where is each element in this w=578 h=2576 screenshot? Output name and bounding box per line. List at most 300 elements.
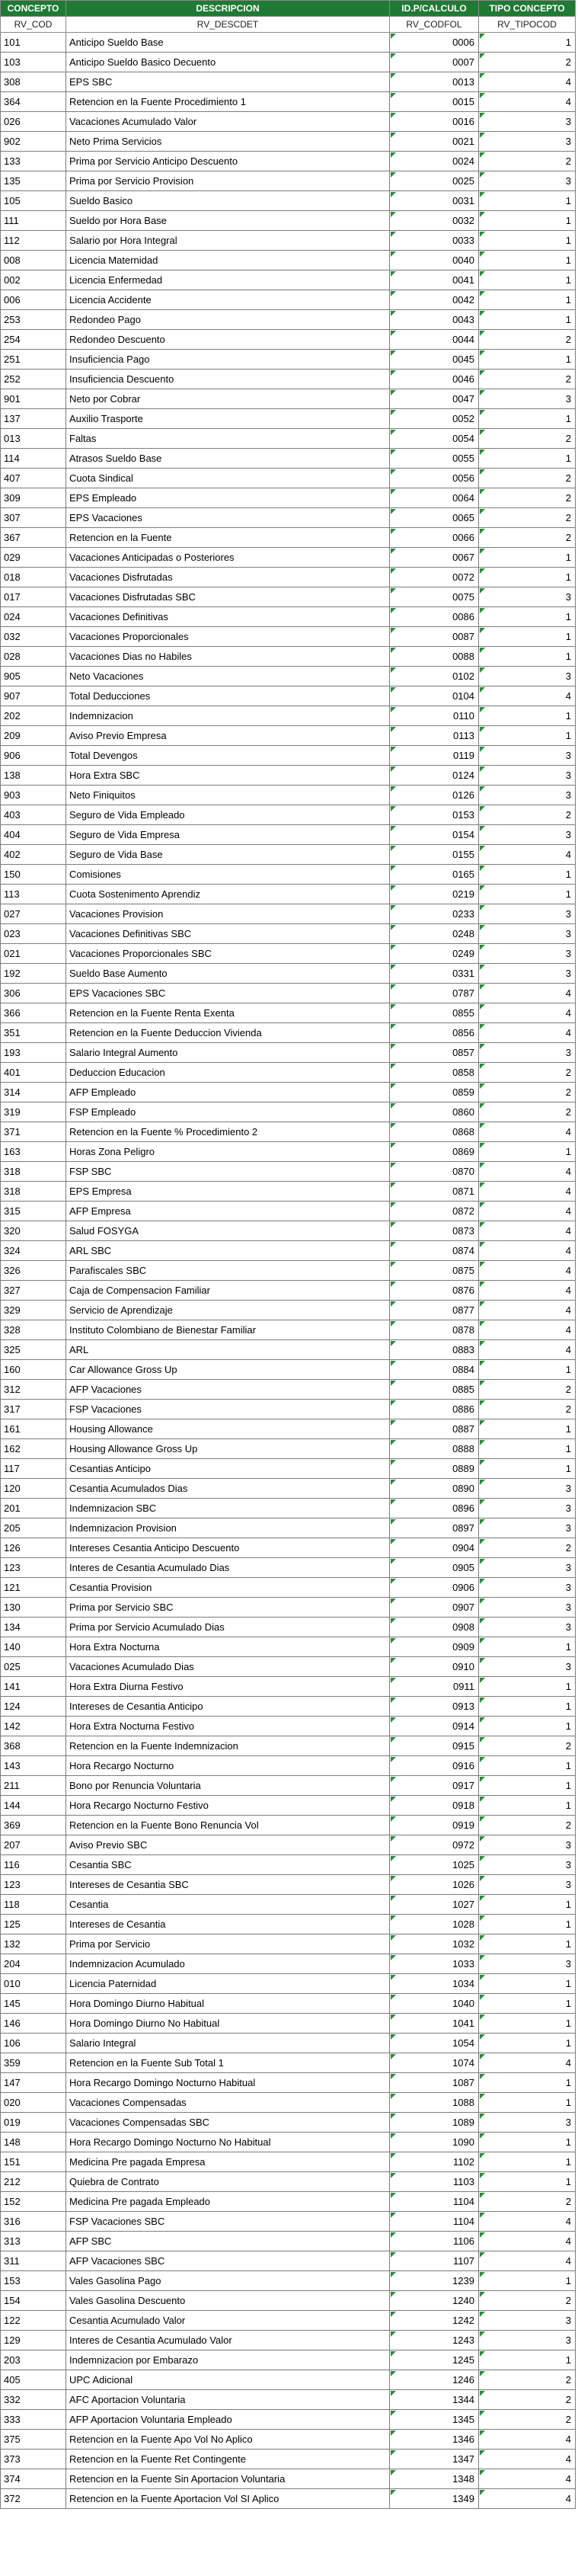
cell-descripcion[interactable]: Interes de Cesantia Acumulado Valor xyxy=(66,2331,390,2350)
cell-descripcion[interactable]: Comisiones xyxy=(66,865,390,885)
cell-descripcion[interactable]: Seguro de Vida Empleado xyxy=(66,805,390,825)
cell-calculo[interactable]: 1025 xyxy=(390,1855,479,1875)
cell-calculo[interactable]: 0886 xyxy=(390,1400,479,1419)
cell-calculo[interactable]: 0917 xyxy=(390,1776,479,1796)
cell-descripcion[interactable]: Anticipo Sueldo Base xyxy=(66,33,390,53)
cell-tipo[interactable]: 4 xyxy=(479,2430,576,2450)
cell-calculo[interactable]: 0875 xyxy=(390,1261,479,1281)
cell-tipo[interactable]: 1 xyxy=(479,211,576,231)
cell-tipo[interactable]: 2 xyxy=(479,508,576,528)
cell-descripcion[interactable]: AFP Empleado xyxy=(66,1083,390,1102)
cell-descripcion[interactable]: Cesantias Anticipo xyxy=(66,1459,390,1479)
cell-descripcion[interactable]: Retencion en la Fuente Apo Vol No Aplico xyxy=(66,2430,390,2450)
cell-concepto[interactable]: 201 xyxy=(1,1499,66,1518)
cell-tipo[interactable]: 4 xyxy=(479,686,576,706)
cell-descripcion[interactable]: Cesantia SBC xyxy=(66,1855,390,1875)
cell-descripcion[interactable]: Retencion en la Fuente xyxy=(66,528,390,548)
cell-descripcion[interactable]: Indemnizacion SBC xyxy=(66,1499,390,1518)
cell-descripcion[interactable]: FSP Vacaciones SBC xyxy=(66,2212,390,2232)
cell-calculo[interactable]: 0064 xyxy=(390,488,479,508)
cell-concepto[interactable]: 318 xyxy=(1,1162,66,1182)
cell-concepto[interactable]: 405 xyxy=(1,2370,66,2390)
cell-tipo[interactable]: 1 xyxy=(479,350,576,370)
cell-descripcion[interactable]: Vales Gasolina Descuento xyxy=(66,2291,390,2311)
cell-concepto[interactable]: 013 xyxy=(1,429,66,449)
cell-calculo[interactable]: 0153 xyxy=(390,805,479,825)
cell-concepto[interactable]: 121 xyxy=(1,1578,66,1598)
cell-calculo[interactable]: 0155 xyxy=(390,845,479,865)
cell-concepto[interactable]: 137 xyxy=(1,409,66,429)
cell-calculo[interactable]: 1033 xyxy=(390,1954,479,1974)
cell-concepto[interactable]: 002 xyxy=(1,270,66,290)
cell-tipo[interactable]: 1 xyxy=(479,2271,576,2291)
cell-tipo[interactable]: 2 xyxy=(479,2390,576,2410)
cell-calculo[interactable]: 0119 xyxy=(390,746,479,766)
cell-descripcion[interactable]: EPS Empleado xyxy=(66,488,390,508)
cell-concepto[interactable]: 367 xyxy=(1,528,66,548)
cell-descripcion[interactable]: Medicina Pre pagada Empleado xyxy=(66,2192,390,2212)
cell-descripcion[interactable]: Intereses de Cesantia SBC xyxy=(66,1875,390,1895)
cell-concepto[interactable]: 130 xyxy=(1,1598,66,1618)
cell-descripcion[interactable]: Indemnizacion Acumulado xyxy=(66,1954,390,1974)
cell-tipo[interactable]: 3 xyxy=(479,964,576,984)
cell-concepto[interactable]: 907 xyxy=(1,686,66,706)
cell-tipo[interactable]: 3 xyxy=(479,1043,576,1063)
cell-concepto[interactable]: 122 xyxy=(1,2311,66,2331)
cell-calculo[interactable]: 0904 xyxy=(390,1538,479,1558)
cell-descripcion[interactable]: Licencia Accidente xyxy=(66,290,390,310)
cell-tipo[interactable]: 3 xyxy=(479,112,576,132)
cell-concepto[interactable]: 028 xyxy=(1,647,66,667)
cell-descripcion[interactable]: Insuficiencia Pago xyxy=(66,350,390,370)
cell-calculo[interactable]: 1041 xyxy=(390,2014,479,2034)
cell-descripcion[interactable]: Intereses de Cesantia Anticipo xyxy=(66,1697,390,1717)
cell-tipo[interactable]: 3 xyxy=(479,1499,576,1518)
cell-concepto[interactable]: 209 xyxy=(1,726,66,746)
cell-descripcion[interactable]: Seguro de Vida Empresa xyxy=(66,825,390,845)
cell-tipo[interactable]: 1 xyxy=(479,1756,576,1776)
cell-descripcion[interactable]: Car Allowance Gross Up xyxy=(66,1360,390,1380)
cell-concepto[interactable]: 116 xyxy=(1,1855,66,1875)
cell-calculo[interactable]: 0045 xyxy=(390,350,479,370)
cell-calculo[interactable]: 0910 xyxy=(390,1657,479,1677)
cell-concepto[interactable]: 359 xyxy=(1,2053,66,2073)
cell-calculo[interactable]: 0042 xyxy=(390,290,479,310)
cell-descripcion[interactable]: EPS Empresa xyxy=(66,1182,390,1202)
cell-descripcion[interactable]: Retencion en la Fuente Deduccion Vivienda xyxy=(66,1023,390,1043)
cell-concepto[interactable]: 316 xyxy=(1,2212,66,2232)
cell-calculo[interactable]: 0086 xyxy=(390,607,479,627)
cell-descripcion[interactable]: Prima por Servicio Provision xyxy=(66,171,390,191)
header-descripcion[interactable]: DESCRIPCION xyxy=(66,1,390,17)
cell-concepto[interactable]: 125 xyxy=(1,1915,66,1934)
cell-calculo[interactable]: 0331 xyxy=(390,964,479,984)
cell-calculo[interactable]: 1087 xyxy=(390,2073,479,2093)
cell-concepto[interactable]: 021 xyxy=(1,944,66,964)
cell-concepto[interactable]: 129 xyxy=(1,2331,66,2350)
cell-tipo[interactable]: 1 xyxy=(479,647,576,667)
cell-descripcion[interactable]: Indemnizacion por Embarazo xyxy=(66,2350,390,2370)
cell-tipo[interactable]: 3 xyxy=(479,825,576,845)
cell-descripcion[interactable]: Hora Extra Nocturna Festivo xyxy=(66,1717,390,1736)
cell-descripcion[interactable]: Servicio de Aprendizaje xyxy=(66,1301,390,1320)
cell-descripcion[interactable]: Neto Vacaciones xyxy=(66,667,390,686)
cell-calculo[interactable]: 0787 xyxy=(390,984,479,1003)
cell-tipo[interactable]: 3 xyxy=(479,944,576,964)
cell-calculo[interactable]: 0919 xyxy=(390,1816,479,1835)
cell-descripcion[interactable]: Redondeo Pago xyxy=(66,310,390,330)
cell-tipo[interactable]: 4 xyxy=(479,984,576,1003)
cell-tipo[interactable]: 4 xyxy=(479,1261,576,1281)
cell-concepto[interactable]: 020 xyxy=(1,2093,66,2113)
cell-concepto[interactable]: 124 xyxy=(1,1697,66,1717)
cell-descripcion[interactable]: Neto Prima Servicios xyxy=(66,132,390,152)
cell-concepto[interactable]: 111 xyxy=(1,211,66,231)
cell-concepto[interactable]: 205 xyxy=(1,1518,66,1538)
cell-concepto[interactable]: 328 xyxy=(1,1320,66,1340)
cell-calculo[interactable]: 1026 xyxy=(390,1875,479,1895)
cell-calculo[interactable]: 1349 xyxy=(390,2489,479,2509)
cell-concepto[interactable]: 141 xyxy=(1,1677,66,1697)
cell-tipo[interactable]: 2 xyxy=(479,1102,576,1122)
cell-tipo[interactable]: 2 xyxy=(479,1380,576,1400)
cell-descripcion[interactable]: Quiebra de Contrato xyxy=(66,2172,390,2192)
header-concepto[interactable]: CONCEPTO xyxy=(1,1,66,17)
cell-concepto[interactable]: 026 xyxy=(1,112,66,132)
cell-calculo[interactable]: 1027 xyxy=(390,1895,479,1915)
cell-calculo[interactable]: 0896 xyxy=(390,1499,479,1518)
cell-concepto[interactable]: 371 xyxy=(1,1122,66,1142)
cell-concepto[interactable]: 253 xyxy=(1,310,66,330)
cell-tipo[interactable]: 2 xyxy=(479,1816,576,1835)
cell-tipo[interactable]: 3 xyxy=(479,1578,576,1598)
cell-concepto[interactable]: 018 xyxy=(1,568,66,587)
cell-tipo[interactable]: 1 xyxy=(479,2034,576,2053)
cell-calculo[interactable]: 0855 xyxy=(390,1003,479,1023)
cell-concepto[interactable]: 402 xyxy=(1,845,66,865)
cell-tipo[interactable]: 1 xyxy=(479,2133,576,2152)
cell-tipo[interactable]: 2 xyxy=(479,469,576,488)
cell-tipo[interactable]: 1 xyxy=(479,1915,576,1934)
cell-tipo[interactable]: 4 xyxy=(479,1301,576,1320)
cell-tipo[interactable]: 1 xyxy=(479,726,576,746)
cell-calculo[interactable]: 0890 xyxy=(390,1479,479,1499)
cell-descripcion[interactable]: Retencion en la Fuente % Procedimiento 2 xyxy=(66,1122,390,1142)
cell-descripcion[interactable]: AFP Vacaciones xyxy=(66,1380,390,1400)
cell-tipo[interactable]: 1 xyxy=(479,1974,576,1994)
cell-tipo[interactable]: 1 xyxy=(479,251,576,270)
cell-tipo[interactable]: 3 xyxy=(479,1835,576,1855)
cell-tipo[interactable]: 1 xyxy=(479,1994,576,2014)
cell-descripcion[interactable]: Prima por Servicio xyxy=(66,1934,390,1954)
cell-calculo[interactable]: 0906 xyxy=(390,1578,479,1598)
cell-concepto[interactable]: 019 xyxy=(1,2113,66,2133)
cell-descripcion[interactable]: Hora Extra Diurna Festivo xyxy=(66,1677,390,1697)
cell-calculo[interactable]: 0897 xyxy=(390,1518,479,1538)
cell-concepto[interactable]: 366 xyxy=(1,1003,66,1023)
subheader-descripcion[interactable]: RV_DESCDET xyxy=(66,17,390,33)
cell-descripcion[interactable]: Vacaciones Anticipadas o Posteriores xyxy=(66,548,390,568)
cell-calculo[interactable]: 0046 xyxy=(390,370,479,389)
cell-descripcion[interactable]: Cuota Sindical xyxy=(66,469,390,488)
cell-descripcion[interactable]: Medicina Pre pagada Empresa xyxy=(66,2152,390,2172)
cell-concepto[interactable]: 150 xyxy=(1,865,66,885)
cell-concepto[interactable]: 162 xyxy=(1,1439,66,1459)
cell-tipo[interactable]: 3 xyxy=(479,2113,576,2133)
cell-tipo[interactable]: 1 xyxy=(479,1142,576,1162)
cell-descripcion[interactable]: Retencion en la Fuente Ret Contingente xyxy=(66,2450,390,2469)
cell-tipo[interactable]: 4 xyxy=(479,1162,576,1182)
cell-concepto[interactable]: 307 xyxy=(1,508,66,528)
cell-concepto[interactable]: 010 xyxy=(1,1974,66,1994)
cell-calculo[interactable]: 0110 xyxy=(390,706,479,726)
cell-descripcion[interactable]: Aviso Previo Empresa xyxy=(66,726,390,746)
cell-concepto[interactable]: 145 xyxy=(1,1994,66,2014)
cell-concepto[interactable]: 375 xyxy=(1,2430,66,2450)
cell-calculo[interactable]: 0154 xyxy=(390,825,479,845)
cell-concepto[interactable]: 332 xyxy=(1,2390,66,2410)
cell-concepto[interactable]: 372 xyxy=(1,2489,66,2509)
cell-tipo[interactable]: 1 xyxy=(479,1419,576,1439)
cell-calculo[interactable]: 1032 xyxy=(390,1934,479,1954)
cell-descripcion[interactable]: FSP SBC xyxy=(66,1162,390,1182)
cell-tipo[interactable]: 1 xyxy=(479,2172,576,2192)
cell-descripcion[interactable]: Neto Finiquitos xyxy=(66,786,390,805)
cell-tipo[interactable]: 1 xyxy=(479,310,576,330)
cell-tipo[interactable]: 4 xyxy=(479,2469,576,2489)
cell-tipo[interactable]: 3 xyxy=(479,1479,576,1499)
cell-calculo[interactable]: 0869 xyxy=(390,1142,479,1162)
cell-tipo[interactable]: 1 xyxy=(479,270,576,290)
cell-tipo[interactable]: 1 xyxy=(479,409,576,429)
cell-calculo[interactable]: 0889 xyxy=(390,1459,479,1479)
cell-concepto[interactable]: 320 xyxy=(1,1221,66,1241)
header-calculo[interactable]: ID.P/CALCULO xyxy=(390,1,479,17)
cell-concepto[interactable]: 106 xyxy=(1,2034,66,2053)
cell-tipo[interactable]: 4 xyxy=(479,1281,576,1301)
cell-tipo[interactable]: 4 xyxy=(479,1340,576,1360)
cell-calculo[interactable]: 0913 xyxy=(390,1697,479,1717)
cell-tipo[interactable]: 1 xyxy=(479,33,576,53)
cell-tipo[interactable]: 1 xyxy=(479,1637,576,1657)
cell-concepto[interactable]: 192 xyxy=(1,964,66,984)
cell-calculo[interactable]: 0878 xyxy=(390,1320,479,1340)
cell-calculo[interactable]: 0013 xyxy=(390,72,479,92)
cell-descripcion[interactable]: Total Deducciones xyxy=(66,686,390,706)
cell-calculo[interactable]: 0885 xyxy=(390,1380,479,1400)
cell-tipo[interactable]: 4 xyxy=(479,1320,576,1340)
cell-calculo[interactable]: 1040 xyxy=(390,1994,479,2014)
cell-concepto[interactable]: 905 xyxy=(1,667,66,686)
cell-descripcion[interactable]: Hora Recargo Nocturno Festivo xyxy=(66,1796,390,1816)
cell-descripcion[interactable]: Sueldo Base Aumento xyxy=(66,964,390,984)
cell-calculo[interactable]: 0856 xyxy=(390,1023,479,1043)
cell-calculo[interactable]: 0887 xyxy=(390,1419,479,1439)
cell-concepto[interactable]: 114 xyxy=(1,449,66,469)
cell-descripcion[interactable]: Cesantia Provision xyxy=(66,1578,390,1598)
cell-concepto[interactable]: 251 xyxy=(1,350,66,370)
cell-descripcion[interactable]: Retencion en la Fuente Procedimiento 1 xyxy=(66,92,390,112)
cell-concepto[interactable]: 313 xyxy=(1,2232,66,2251)
cell-concepto[interactable]: 324 xyxy=(1,1241,66,1261)
cell-descripcion[interactable]: Retencion en la Fuente Aportacion Vol SI Aplico xyxy=(66,2489,390,2509)
cell-tipo[interactable]: 2 xyxy=(479,2291,576,2311)
cell-calculo[interactable]: 1089 xyxy=(390,2113,479,2133)
cell-calculo[interactable]: 0016 xyxy=(390,112,479,132)
cell-concepto[interactable]: 163 xyxy=(1,1142,66,1162)
cell-tipo[interactable]: 4 xyxy=(479,1241,576,1261)
cell-descripcion[interactable]: Vacaciones Provision xyxy=(66,904,390,924)
cell-tipo[interactable]: 3 xyxy=(479,1618,576,1637)
cell-concepto[interactable]: 902 xyxy=(1,132,66,152)
cell-tipo[interactable]: 4 xyxy=(479,1182,576,1202)
cell-calculo[interactable]: 0052 xyxy=(390,409,479,429)
cell-descripcion[interactable]: Deduccion Educacion xyxy=(66,1063,390,1083)
cell-calculo[interactable]: 1074 xyxy=(390,2053,479,2073)
cell-calculo[interactable]: 0041 xyxy=(390,270,479,290)
cell-tipo[interactable]: 2 xyxy=(479,1538,576,1558)
cell-calculo[interactable]: 1242 xyxy=(390,2311,479,2331)
cell-descripcion[interactable]: Vacaciones Acumulado Valor xyxy=(66,112,390,132)
cell-calculo[interactable]: 0031 xyxy=(390,191,479,211)
cell-descripcion[interactable]: AFP Vacaciones SBC xyxy=(66,2251,390,2271)
cell-tipo[interactable]: 2 xyxy=(479,1083,576,1102)
cell-tipo[interactable]: 3 xyxy=(479,171,576,191)
cell-descripcion[interactable]: Vacaciones Disfrutadas xyxy=(66,568,390,587)
cell-concepto[interactable]: 333 xyxy=(1,2410,66,2430)
cell-concepto[interactable]: 006 xyxy=(1,290,66,310)
cell-tipo[interactable]: 4 xyxy=(479,2450,576,2469)
cell-descripcion[interactable]: Intereses de Cesantia xyxy=(66,1915,390,1934)
cell-tipo[interactable]: 2 xyxy=(479,2192,576,2212)
cell-calculo[interactable]: 0884 xyxy=(390,1360,479,1380)
cell-concepto[interactable]: 117 xyxy=(1,1459,66,1479)
cell-calculo[interactable]: 1107 xyxy=(390,2251,479,2271)
cell-concepto[interactable]: 023 xyxy=(1,924,66,944)
cell-tipo[interactable]: 2 xyxy=(479,805,576,825)
cell-tipo[interactable]: 2 xyxy=(479,330,576,350)
cell-descripcion[interactable]: Retencion en la Fuente Sub Total 1 xyxy=(66,2053,390,2073)
cell-calculo[interactable]: 0914 xyxy=(390,1717,479,1736)
cell-tipo[interactable]: 2 xyxy=(479,1400,576,1419)
cell-tipo[interactable]: 3 xyxy=(479,786,576,805)
cell-concepto[interactable]: 317 xyxy=(1,1400,66,1419)
cell-tipo[interactable]: 3 xyxy=(479,132,576,152)
cell-concepto[interactable]: 144 xyxy=(1,1796,66,1816)
cell-calculo[interactable]: 1088 xyxy=(390,2093,479,2113)
cell-calculo[interactable]: 0043 xyxy=(390,310,479,330)
cell-descripcion[interactable]: Retencion en la Fuente Indemnizacion xyxy=(66,1736,390,1756)
cell-descripcion[interactable]: Vacaciones Compensadas SBC xyxy=(66,2113,390,2133)
cell-tipo[interactable]: 4 xyxy=(479,1221,576,1241)
cell-calculo[interactable]: 0876 xyxy=(390,1281,479,1301)
cell-tipo[interactable]: 4 xyxy=(479,72,576,92)
cell-tipo[interactable]: 3 xyxy=(479,1518,576,1538)
cell-concepto[interactable]: 252 xyxy=(1,370,66,389)
cell-descripcion[interactable]: Hora Recargo Nocturno xyxy=(66,1756,390,1776)
cell-descripcion[interactable]: AFP Aportacion Voluntaria Empleado xyxy=(66,2410,390,2430)
cell-tipo[interactable]: 1 xyxy=(479,1360,576,1380)
cell-concepto[interactable]: 134 xyxy=(1,1618,66,1637)
cell-concepto[interactable]: 312 xyxy=(1,1380,66,1400)
cell-descripcion[interactable]: EPS Vacaciones SBC xyxy=(66,984,390,1003)
cell-concepto[interactable]: 403 xyxy=(1,805,66,825)
cell-calculo[interactable]: 0024 xyxy=(390,152,479,171)
cell-tipo[interactable]: 1 xyxy=(479,627,576,647)
cell-calculo[interactable]: 1239 xyxy=(390,2271,479,2291)
cell-descripcion[interactable]: Retencion en la Fuente Bono Renuncia Vol xyxy=(66,1816,390,1835)
cell-calculo[interactable]: 0905 xyxy=(390,1558,479,1578)
cell-descripcion[interactable]: Hora Domingo Diurno Habitual xyxy=(66,1994,390,2014)
cell-calculo[interactable]: 0032 xyxy=(390,211,479,231)
cell-tipo[interactable]: 4 xyxy=(479,1023,576,1043)
cell-tipo[interactable]: 1 xyxy=(479,1934,576,1954)
cell-descripcion[interactable]: EPS SBC xyxy=(66,72,390,92)
cell-descripcion[interactable]: Vacaciones Disfrutadas SBC xyxy=(66,587,390,607)
cell-concepto[interactable]: 373 xyxy=(1,2450,66,2469)
cell-tipo[interactable]: 2 xyxy=(479,2370,576,2390)
cell-concepto[interactable]: 369 xyxy=(1,1816,66,1835)
cell-descripcion[interactable]: Prima por Servicio Acumulado Dias xyxy=(66,1618,390,1637)
cell-tipo[interactable]: 1 xyxy=(479,885,576,904)
cell-tipo[interactable]: 1 xyxy=(479,290,576,310)
cell-tipo[interactable]: 1 xyxy=(479,1776,576,1796)
cell-concepto[interactable]: 326 xyxy=(1,1261,66,1281)
cell-calculo[interactable]: 1090 xyxy=(390,2133,479,2152)
cell-calculo[interactable]: 0006 xyxy=(390,33,479,53)
cell-tipo[interactable]: 3 xyxy=(479,2331,576,2350)
cell-descripcion[interactable]: Vacaciones Acumulado Dias xyxy=(66,1657,390,1677)
cell-calculo[interactable]: 0877 xyxy=(390,1301,479,1320)
cell-descripcion[interactable]: Prima por Servicio Anticipo Descuento xyxy=(66,152,390,171)
cell-calculo[interactable]: 0911 xyxy=(390,1677,479,1697)
cell-descripcion[interactable]: Housing Allowance Gross Up xyxy=(66,1439,390,1459)
cell-calculo[interactable]: 0102 xyxy=(390,667,479,686)
cell-concepto[interactable]: 113 xyxy=(1,885,66,904)
cell-tipo[interactable]: 1 xyxy=(479,1439,576,1459)
cell-concepto[interactable]: 123 xyxy=(1,1558,66,1578)
cell-concepto[interactable]: 211 xyxy=(1,1776,66,1796)
cell-calculo[interactable]: 0075 xyxy=(390,587,479,607)
cell-tipo[interactable]: 3 xyxy=(479,1954,576,1974)
cell-descripcion[interactable]: Sueldo por Hora Base xyxy=(66,211,390,231)
cell-tipo[interactable]: 1 xyxy=(479,1717,576,1736)
cell-calculo[interactable]: 0067 xyxy=(390,548,479,568)
cell-tipo[interactable]: 3 xyxy=(479,1598,576,1618)
cell-descripcion[interactable]: Licencia Enfermedad xyxy=(66,270,390,290)
cell-tipo[interactable]: 2 xyxy=(479,370,576,389)
cell-tipo[interactable]: 1 xyxy=(479,1895,576,1915)
cell-descripcion[interactable]: Seguro de Vida Base xyxy=(66,845,390,865)
cell-descripcion[interactable]: Aviso Previo SBC xyxy=(66,1835,390,1855)
cell-concepto[interactable]: 103 xyxy=(1,53,66,72)
cell-calculo[interactable]: 0113 xyxy=(390,726,479,746)
cell-tipo[interactable]: 1 xyxy=(479,548,576,568)
cell-concepto[interactable]: 368 xyxy=(1,1736,66,1756)
cell-descripcion[interactable]: Anticipo Sueldo Basico Decuento xyxy=(66,53,390,72)
cell-tipo[interactable]: 1 xyxy=(479,1459,576,1479)
cell-calculo[interactable]: 0909 xyxy=(390,1637,479,1657)
cell-concepto[interactable]: 314 xyxy=(1,1083,66,1102)
cell-descripcion[interactable]: Housing Allowance xyxy=(66,1419,390,1439)
cell-descripcion[interactable]: FSP Empleado xyxy=(66,1102,390,1122)
cell-calculo[interactable]: 0025 xyxy=(390,171,479,191)
header-tipo[interactable]: TIPO CONCEPTO xyxy=(479,1,576,17)
cell-calculo[interactable]: 0248 xyxy=(390,924,479,944)
cell-concepto[interactable]: 212 xyxy=(1,2172,66,2192)
cell-concepto[interactable]: 325 xyxy=(1,1340,66,1360)
cell-calculo[interactable]: 0874 xyxy=(390,1241,479,1261)
